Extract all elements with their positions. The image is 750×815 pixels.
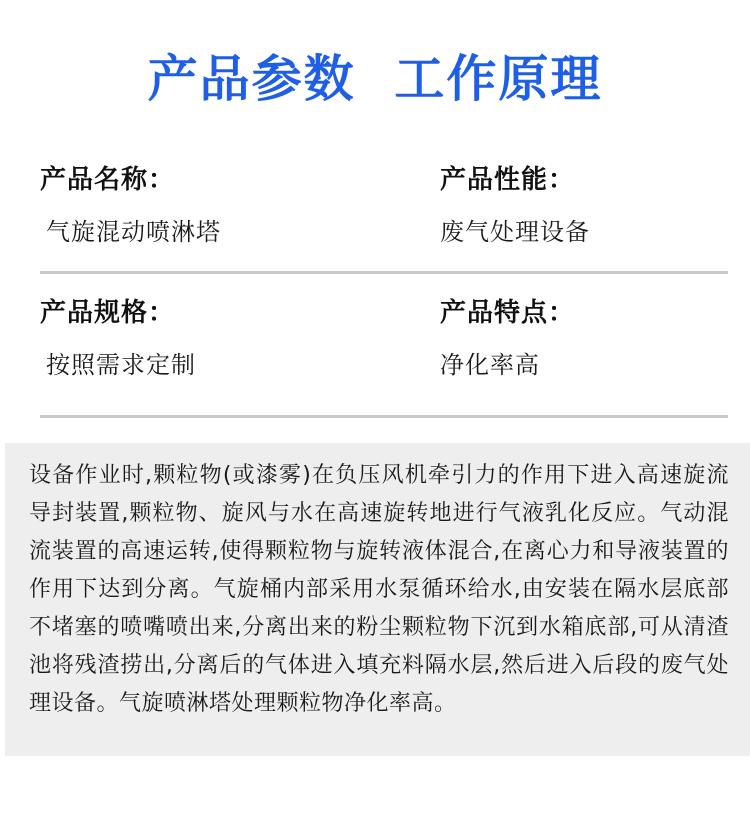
product-name-cell — [40, 160, 380, 250]
product-spec-value: 按照需求定制 — [46, 351, 196, 379]
product-performance-value: 废气处理设备 — [440, 218, 590, 246]
page-title: 产品参数 工作原理 — [147, 50, 603, 108]
param-row-2 — [40, 293, 728, 393]
working-principle-box — [5, 443, 750, 756]
product-spec-label: 产品规格： — [40, 298, 176, 328]
product-performance-label: 产品性能： — [440, 165, 576, 195]
product-feature-label: 产品特点： — [440, 298, 576, 328]
product-name-value: 气旋混动喷淋塔 — [46, 218, 221, 246]
divider — [40, 271, 728, 274]
param-row-1 — [40, 160, 728, 260]
divider — [40, 415, 728, 418]
product-feature-cell — [440, 293, 750, 383]
product-performance-cell — [440, 160, 750, 250]
working-principle-text: 设备作业时,颗粒物(或漆雾)在负压风机牵引力的作用下进入高速旋流导封装置,颗粒物、旋风与水在高速旋转地进行气液乳化反应。气动混流装置的高速运转,使得颗粒物与旋转液体混合,在离心力和导液装置的作用下达到分离。气旋桶内部采用水泵循环给水,由安装在隔水层底部不堵塞的喷嘴喷出来,分离出来的粉尘颗粒物下沉到水箱底部,可从清渣池将残渣捞出,分离后的气体进入填充料隔水层,然后进入后段的废气处理设备。气旋喷淋塔处理颗粒物净化率高。 — [29, 463, 729, 716]
product-spec-cell — [40, 293, 380, 383]
product-name-label: 产品名称： — [40, 165, 176, 195]
product-feature-value: 净化率高 — [440, 351, 540, 379]
